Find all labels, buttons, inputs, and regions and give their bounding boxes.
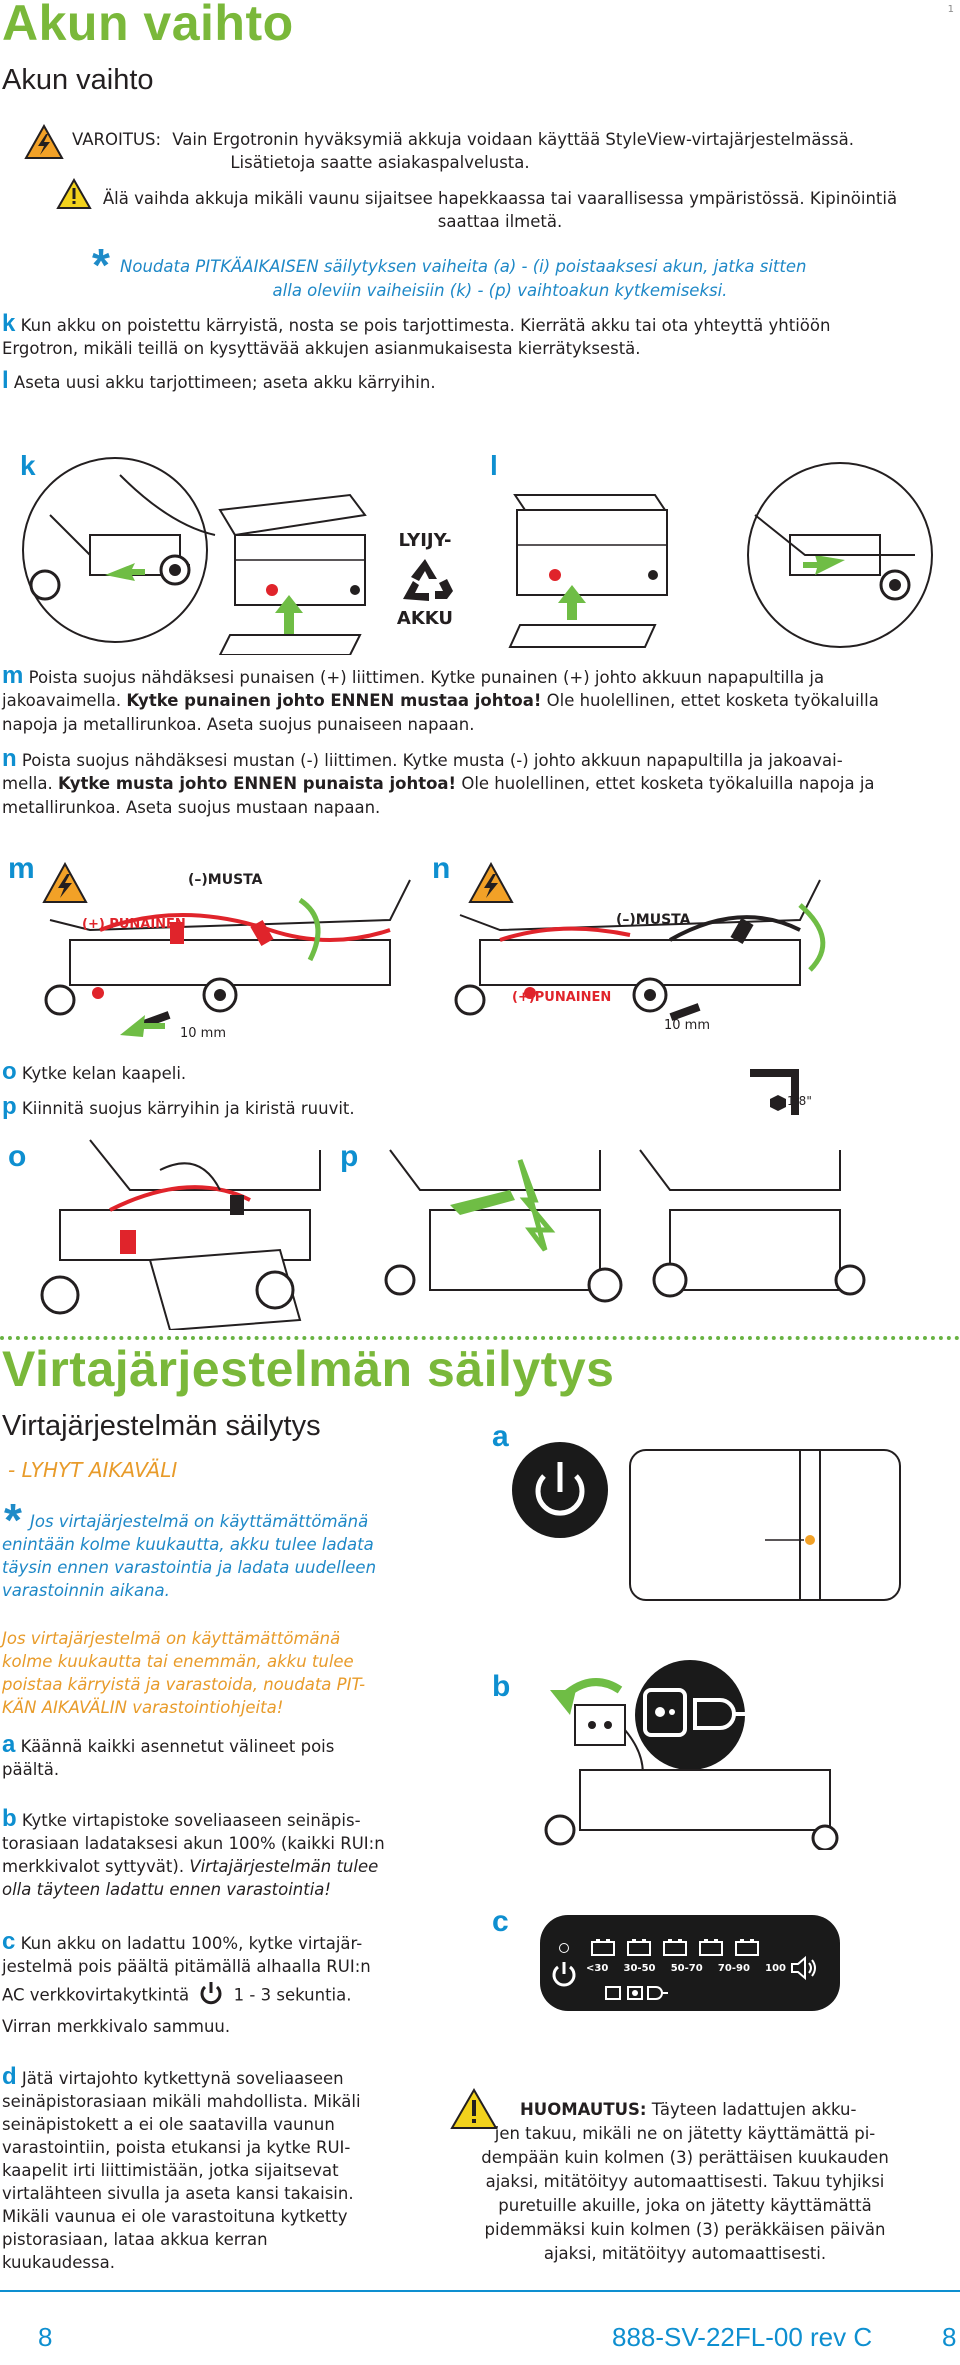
step-k-line-2: Ergotron, mikäli teillä on kysyttävää akkujen asianmukaisesta kierrätyksestä. bbox=[2, 339, 641, 358]
figure-c-label: c bbox=[492, 1905, 509, 1938]
figure-k-illustration bbox=[20, 455, 390, 659]
step-n-line-3: metallirunkoa. Aseta suojus mustaan napaan. bbox=[2, 798, 381, 817]
storage-step-d-line-3: seinäpistokett a ei ole saatavilla vaunun bbox=[2, 2115, 335, 2134]
punainen-label-n: (+)PUNAINEN bbox=[512, 990, 612, 1005]
storage-step-b-line-3a: merkkivalot syttyvät). bbox=[2, 1857, 190, 1876]
step-n-line-1: Poista suojus nähdäksesi mustan (-) liittimen. Kytke musta (-) johto akkuun napapultilla ja jakoavai- bbox=[21, 751, 843, 770]
storage-step-d bbox=[2, 2065, 344, 2090]
storage-step-d-line-4: varastointiin, poista etukansi ja kytke RUI- bbox=[2, 2138, 351, 2157]
storage-step-b-letter: b bbox=[2, 1805, 17, 1832]
page-corner-number: 1 bbox=[947, 4, 954, 15]
storage-step-c-line-1: Kun akku on ladattu 100%, kytke virtajär- bbox=[20, 1934, 363, 1953]
footer-doc-id: 888-SV-22FL-00 rev C bbox=[612, 2322, 873, 2352]
musta-label-m: (–)MUSTA bbox=[188, 872, 263, 888]
step-l-text: Aseta uusi akku tarjottimeen; aseta akku kärryihin. bbox=[13, 373, 436, 392]
step-m-line-3: napoja ja metallirunkoa. Aseta suojus punaiseen napaan. bbox=[2, 715, 475, 734]
rui-panel bbox=[540, 1915, 840, 2011]
note-line-1: Noudata PITKÄAIKAISEN säilytyksen vaiheita (a) - (i) poistaaksesi akun, jatka sitten bbox=[120, 257, 807, 276]
orange-note-line-4: KÄN AIKAVÄLIN varastointiohjeita! bbox=[2, 1698, 284, 1717]
rui-level-labels bbox=[586, 1963, 786, 1974]
warning-1-text: Vain Ergotronin hyväksymiä akkuja voidaan käyttää StyleView-virtajärjestelmässä. bbox=[172, 130, 855, 149]
recycle-bottom-label: AKKU bbox=[396, 608, 454, 629]
step-m-letter: m bbox=[2, 662, 24, 689]
storage-note-line-3: täysin ennen varastointia ja ladata uudelleen bbox=[2, 1558, 377, 1577]
figure-p-label: p bbox=[340, 1140, 359, 1173]
step-n bbox=[2, 747, 952, 772]
section-title-virtajarjestelman-sailytys: Virtajärjestelmän säilytys bbox=[2, 1341, 615, 1397]
storage-step-d-line-5: kaapelit irti liittimistään, jotka sijaitsevat bbox=[2, 2161, 339, 2180]
orange-note-line-2: kolme kuukautta tai enemmän, akku tulee bbox=[2, 1652, 354, 1671]
storage-step-b-line-4: olla täyteen ladattu ennen varastointia! bbox=[2, 1880, 332, 1899]
storage-note-line-1: Jos virtajärjestelmä on käyttämättömänä bbox=[30, 1512, 369, 1531]
step-p-text: Kiinnitä suojus kärryihin ja kiristä ruuvit. bbox=[21, 1099, 355, 1118]
storage-step-c-line-2: jestelmä pois päältä pitämällä alhaalla RUI:n bbox=[2, 1957, 371, 1976]
rui-level-2: 30-50 bbox=[623, 1963, 656, 1974]
figure-l-illustration bbox=[505, 455, 935, 659]
storage-step-c-line-3 bbox=[2, 1980, 351, 2012]
step-m-line-2 bbox=[2, 689, 952, 712]
storage-step-d-line-8: pistorasiaan, lataa akkua kerran bbox=[2, 2230, 268, 2249]
warning-2-text-2: saattaa ilmetä. bbox=[437, 212, 563, 231]
figure-k-label: k bbox=[20, 450, 36, 481]
storage-step-d-line-2: seinäpistorasiaan mikäli mahdollista. Mikäli bbox=[2, 2092, 361, 2111]
rui-battery-icons bbox=[588, 1937, 778, 1963]
step-p-letter: p bbox=[2, 1093, 17, 1120]
notice-line-2: jen takuu, mikäli ne on jätetty käyttämättä pi- bbox=[494, 2124, 876, 2143]
figure-n-illustration bbox=[440, 860, 850, 1044]
storage-step-b-line-3i: Virtajärjestelmän tulee bbox=[189, 1857, 379, 1876]
figure-a-illustration bbox=[510, 1440, 920, 1624]
notice-line-4: ajaksi, mitätöityy automaattisesti. Takuu tyhjiksi bbox=[485, 2172, 885, 2191]
step-k-letter: k bbox=[2, 310, 16, 337]
storage-note-line-2: enintään kolme kuukautta, akku tulee ladata bbox=[2, 1535, 374, 1554]
hex-key-label: 1/8" bbox=[787, 1094, 812, 1108]
storage-note-asterisk-icon: * bbox=[4, 1494, 22, 1546]
orange-note-line-3: poistaa kärryistä ja varastoida, noudata PIT- bbox=[2, 1675, 366, 1694]
figure-p-illustration bbox=[370, 1130, 870, 1334]
step-n-line-2b: Kytke musta johto ENNEN punaista johtoa! bbox=[58, 774, 457, 793]
rui-level-4: 70-90 bbox=[717, 1963, 750, 1974]
storage-step-c-letter: c bbox=[2, 1928, 16, 1955]
size-label-n: 10 mm bbox=[664, 1018, 711, 1033]
figure-m-illustration bbox=[30, 860, 420, 1054]
notice-line-7: ajaksi, mitätöityy automaattisesti. bbox=[543, 2244, 827, 2263]
figure-l-label: l bbox=[490, 450, 498, 481]
rui-plug-icons bbox=[602, 1983, 692, 2007]
hex-key-icon bbox=[740, 1065, 830, 1124]
storage-step-d-line-1: Jätä virtajohto kytkettynä soveliaaseen bbox=[21, 2069, 344, 2088]
storage-step-a-letter: a bbox=[2, 1731, 16, 1758]
figure-o-label: o bbox=[8, 1140, 27, 1173]
step-o bbox=[2, 1060, 186, 1085]
storage-step-c bbox=[2, 1930, 362, 1955]
storage-step-b-line-2: torasiaan ladataksesi akun 100% (kaikki RUI:n bbox=[2, 1834, 385, 1853]
storage-step-a bbox=[2, 1733, 334, 1758]
notice-line-3: dempään kuin kolmen (3) perättäisen kuukauden bbox=[481, 2148, 889, 2167]
storage-step-c-line-4: Virran merkkivalo sammuu. bbox=[2, 2017, 231, 2036]
step-o-text: Kytke kelan kaapeli. bbox=[21, 1064, 187, 1083]
recycle-icon bbox=[395, 555, 455, 609]
storage-note-line-4: varastoinnin aikana. bbox=[2, 1581, 170, 1600]
warning-1 bbox=[72, 128, 932, 151]
storage-step-a-line-2: päältä. bbox=[2, 1760, 60, 1779]
warning-2-text: Älä vaihda akkuja mikäli vaunu sijaitsee hapekkaassa tai vaarallisessa ympäristössä. Kipinöintiä bbox=[102, 189, 898, 208]
warning-electric-icon bbox=[24, 124, 64, 164]
figure-b-illustration bbox=[520, 1660, 930, 1854]
step-l-letter: l bbox=[2, 367, 9, 394]
section-subtitle-akun-vaihto: Akun vaihto bbox=[2, 64, 154, 96]
storage-step-d-line-9: kuukaudessa. bbox=[2, 2253, 115, 2272]
figure-o-illustration bbox=[20, 1130, 340, 1334]
step-k-line-1: Kun akku on poistettu kärryistä, nosta se pois tarjottimesta. Kierrätä akku tai ota yhteyttä yhtiöön bbox=[20, 316, 831, 335]
figure-m-label: m bbox=[8, 852, 35, 885]
storage-step-d-line-6: virtalähteen sivulla ja aseta kansi takaisin. bbox=[2, 2184, 354, 2203]
footer-rule bbox=[0, 2290, 960, 2292]
orange-note-line-1: Jos virtajärjestelmä on käyttämättömänä bbox=[2, 1629, 341, 1648]
rui-level-3: 50-70 bbox=[670, 1963, 703, 1974]
storage-step-b-line-1: Kytke virtapistoke soveliaaseen seinäpis- bbox=[21, 1811, 361, 1830]
rui-power-icon[interactable] bbox=[550, 1959, 578, 1991]
storage-step-c-line-3b: 1 - 3 sekuntia. bbox=[233, 1985, 352, 2005]
figure-a-label: a bbox=[492, 1420, 509, 1453]
punainen-label-m: (+) PUNAINEN bbox=[82, 917, 186, 932]
step-n-line-2a: mella. bbox=[2, 774, 58, 793]
notice-label: HUOMAUTUS: bbox=[520, 2100, 647, 2119]
storage-step-a-line-1: Käännä kaikki asennetut välineet pois bbox=[20, 1737, 335, 1756]
step-k bbox=[2, 312, 952, 337]
recycle-top-label: LYIJY- bbox=[398, 530, 452, 551]
step-m bbox=[2, 664, 952, 689]
storage-step-d-letter: d bbox=[2, 2063, 17, 2090]
storage-step-b bbox=[2, 1807, 361, 1832]
notice-line-6: pidemmäksi kuin kolmen (3) peräkkäisen päivän bbox=[484, 2220, 886, 2239]
step-n-line-2 bbox=[2, 772, 952, 795]
notice-line-1 bbox=[520, 2098, 856, 2121]
figure-n-label: n bbox=[432, 852, 451, 885]
rui-level-1: <30 bbox=[586, 1963, 609, 1974]
section-title-akun-vaihto: Akun vaihto bbox=[2, 0, 294, 51]
rui-led-power bbox=[559, 1943, 569, 1953]
musta-label-n: (–)MUSTA bbox=[616, 912, 691, 928]
warning-1-label: VAROITUS: bbox=[72, 130, 162, 149]
rui-speaker-icon[interactable] bbox=[790, 1955, 820, 1985]
step-m-line-2b: Kytke punainen johto ENNEN mustaa johtoa! bbox=[126, 691, 542, 710]
rui-level-5: 100 bbox=[765, 1963, 786, 1974]
note-asterisk-icon: * bbox=[92, 239, 110, 291]
step-m-line-2a: jakoavaimella. bbox=[2, 691, 127, 710]
footer-page-left: 8 bbox=[38, 2322, 53, 2352]
step-n-line-2c: Ole huolellinen, ettet kosketa työkaluilla napoja ja bbox=[456, 774, 875, 793]
step-p bbox=[2, 1095, 355, 1120]
storage-step-d-line-7: Mikäli vaunua ei ole varastoituna kytketty bbox=[2, 2207, 348, 2226]
step-n-letter: n bbox=[2, 745, 17, 772]
short-term-label: - LYHYT AIKAVÄLI bbox=[8, 1458, 178, 1482]
step-o-letter: o bbox=[2, 1058, 17, 1085]
step-l bbox=[2, 369, 436, 394]
storage-step-c-line-3a: AC verkkovirtakytkintä bbox=[2, 1985, 190, 2005]
figure-b-label: b bbox=[492, 1670, 511, 1703]
notice-line-5: puretuille akuille, joka on jätetty käyttämättä bbox=[498, 2196, 872, 2215]
power-switch-icon bbox=[198, 1980, 224, 2012]
section-subtitle-virtajarjestelman-sailytys: Virtajärjestelmän säilytys bbox=[2, 1410, 321, 1442]
step-m-line-1: Poista suojus nähdäksesi punaisen (+) liittimen. Kytke punainen (+) johto akkuun napapultilla ja bbox=[28, 668, 825, 687]
notice-line-1-text: Täyteen ladattujen akku- bbox=[646, 2100, 857, 2119]
step-m-line-2c: Ole huolellinen, ettet kosketa työkaluilla bbox=[541, 691, 879, 710]
note-line-2: alla oleviin vaiheisiin (k) - (p) vaihtoakun kytkemiseksi. bbox=[272, 281, 728, 300]
warning-1-text-2: Lisätietoja saatte asiakaspalvelusta. bbox=[230, 153, 530, 172]
footer-page-right: 8 bbox=[942, 2322, 957, 2352]
storage-step-b-line-3 bbox=[2, 1855, 378, 1878]
size-label-m: 10 mm bbox=[180, 1026, 227, 1041]
